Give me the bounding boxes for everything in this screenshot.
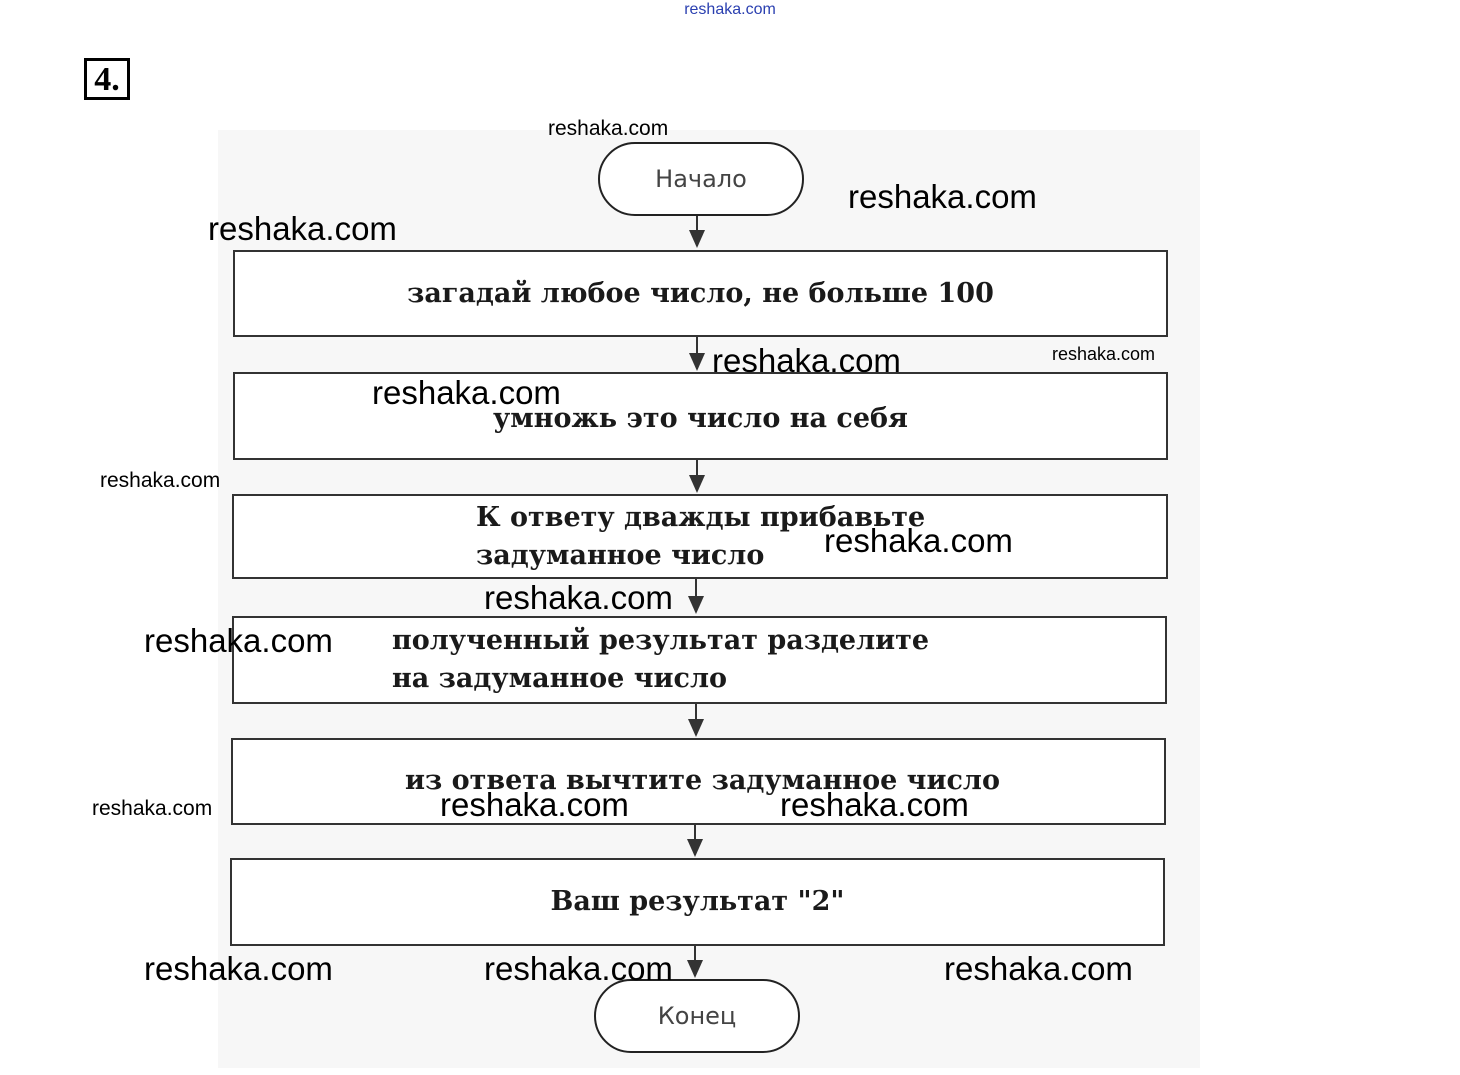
step-3-line-2: задуманное число	[476, 539, 765, 571]
step-4-line-2: на задуманное число	[392, 663, 727, 694]
step-4-line-1: полученный результат разделите	[392, 625, 930, 656]
start-terminal	[598, 142, 804, 216]
watermark: reshaka.com	[712, 342, 901, 379]
end-terminal	[594, 979, 800, 1053]
step-3-box	[232, 494, 1168, 579]
watermark: reshaka.com	[848, 178, 1037, 215]
start-label: Начало	[655, 165, 747, 193]
step-5-box	[231, 738, 1166, 825]
step-4-box	[232, 616, 1167, 704]
watermark: reshaka.com	[484, 950, 673, 987]
site-link[interactable]: reshaka.com	[684, 1, 776, 18]
watermark: reshaka.com	[780, 786, 969, 823]
task-number: 4.	[84, 58, 130, 100]
step-5-line-1: из ответа вычтите задуманное число	[405, 765, 1000, 796]
step-1-line-1: загадай любое число, не больше 100	[407, 277, 994, 309]
watermark: reshaka.com	[1052, 344, 1156, 364]
step-1-box	[233, 250, 1168, 337]
step-6-box	[230, 858, 1165, 946]
watermark: reshaka.com	[548, 117, 669, 140]
watermark: reshaka.com	[100, 469, 221, 492]
end-label: Конец	[657, 1002, 737, 1030]
step-6-line-1: Ваш результат "2"	[550, 886, 845, 917]
watermark: reshaka.com	[92, 797, 213, 820]
watermark: reshaka.com	[944, 950, 1133, 987]
watermark: reshaka.com	[440, 786, 629, 823]
watermark: reshaka.com	[144, 950, 333, 987]
watermark: reshaka.com	[484, 579, 673, 616]
step-3-line-1: К ответу дважды прибавьте	[476, 501, 926, 533]
watermark: reshaka.com	[144, 622, 333, 659]
watermark: reshaka.com	[824, 522, 1013, 559]
watermark: reshaka.com	[208, 210, 397, 247]
step-2-line-1: умножь это число на себя	[493, 403, 908, 434]
watermark: reshaka.com	[372, 374, 561, 411]
